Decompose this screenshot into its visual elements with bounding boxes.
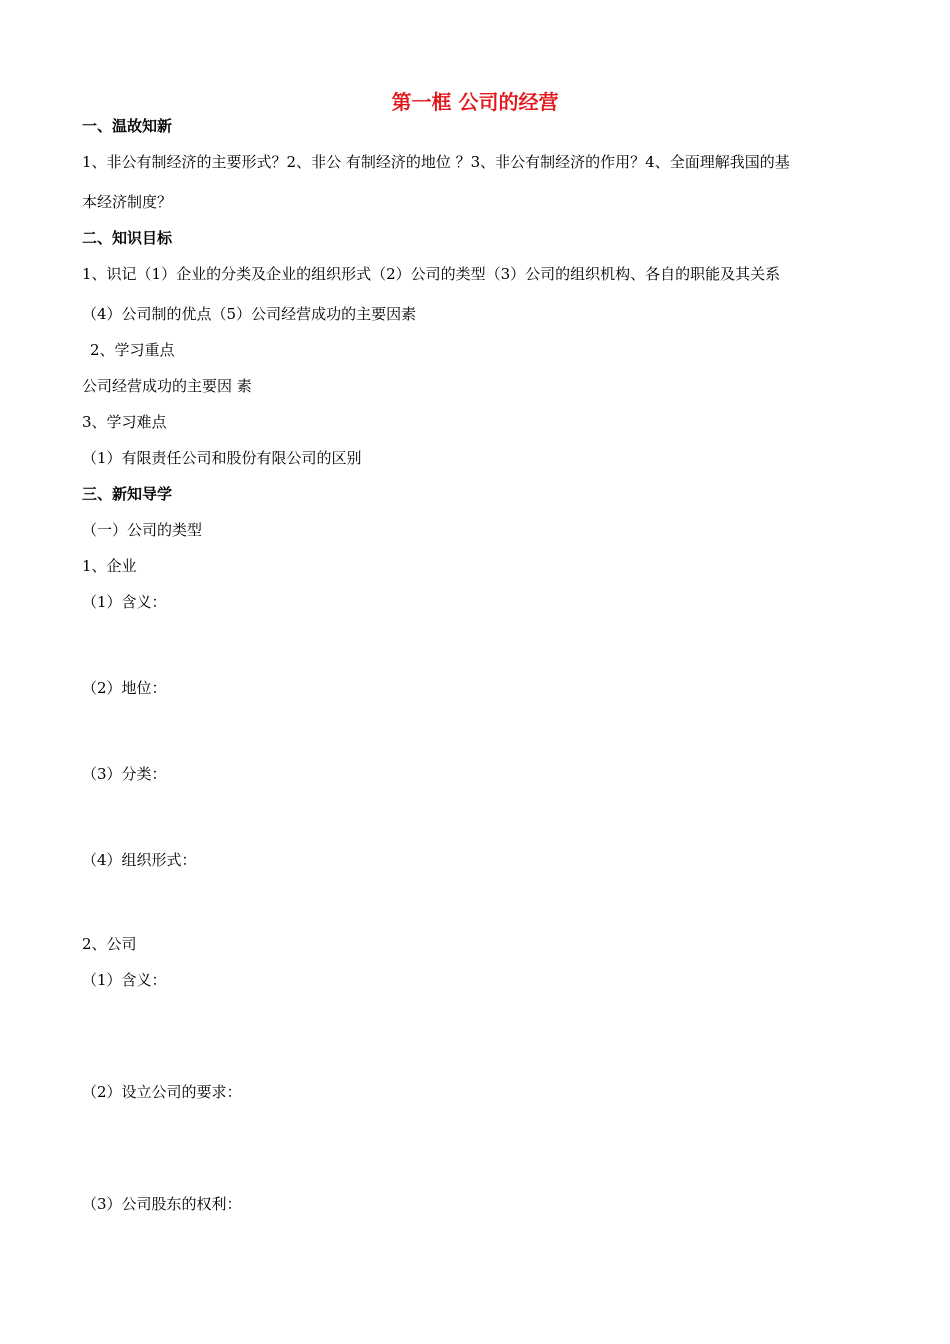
section-heading-new-knowledge: 三、新知导学 [82,485,173,503]
enterprise-meaning: （1）含义： [82,593,167,611]
difficulty-text: （1）有限责任公司和股份有限公司的区别 [82,449,362,467]
key-points-label: 2、学习重点 [90,341,175,359]
company-label: 2、公司 [82,935,137,953]
company-establishment-requirements: （2）设立公司的要求： [82,1083,242,1101]
enterprise-label: 1、企业 [82,557,137,575]
company-shareholder-rights: （3）公司股东的权利： [82,1195,242,1213]
enterprise-status: （2）地位： [82,679,167,697]
enterprise-classification: （3）分类： [82,765,167,783]
difficulty-label: 3、学习难点 [82,413,167,431]
enterprise-organization-form: （4）组织形式： [82,851,197,869]
company-types-subheading: （一）公司的类型 [82,521,203,539]
page-title: 第一框 公司的经营 [391,90,559,114]
key-points-text: 公司经营成功的主要因 素 [82,377,252,395]
review-questions-line1: 1、非公有制经济的主要形式？2、非公 有制经济的地位 ？3、非公有制经济的作用？4、全面理解我国的基 [82,153,790,171]
objectives-line2: （4）公司制的优点（5）公司经营成功的主要因素 [82,305,417,323]
objectives-line1: 1、识记（1）企业的分类及企业的组织形式（2）公司的类型（3）公司的组织机构、各自的职能及其关系 [82,265,781,283]
section-heading-review: 一、温故知新 [82,117,173,135]
company-meaning: （1）含义： [82,971,167,989]
section-heading-objectives: 二、知识目标 [82,229,173,247]
review-questions-line2: 本经济制度？ [82,193,173,211]
